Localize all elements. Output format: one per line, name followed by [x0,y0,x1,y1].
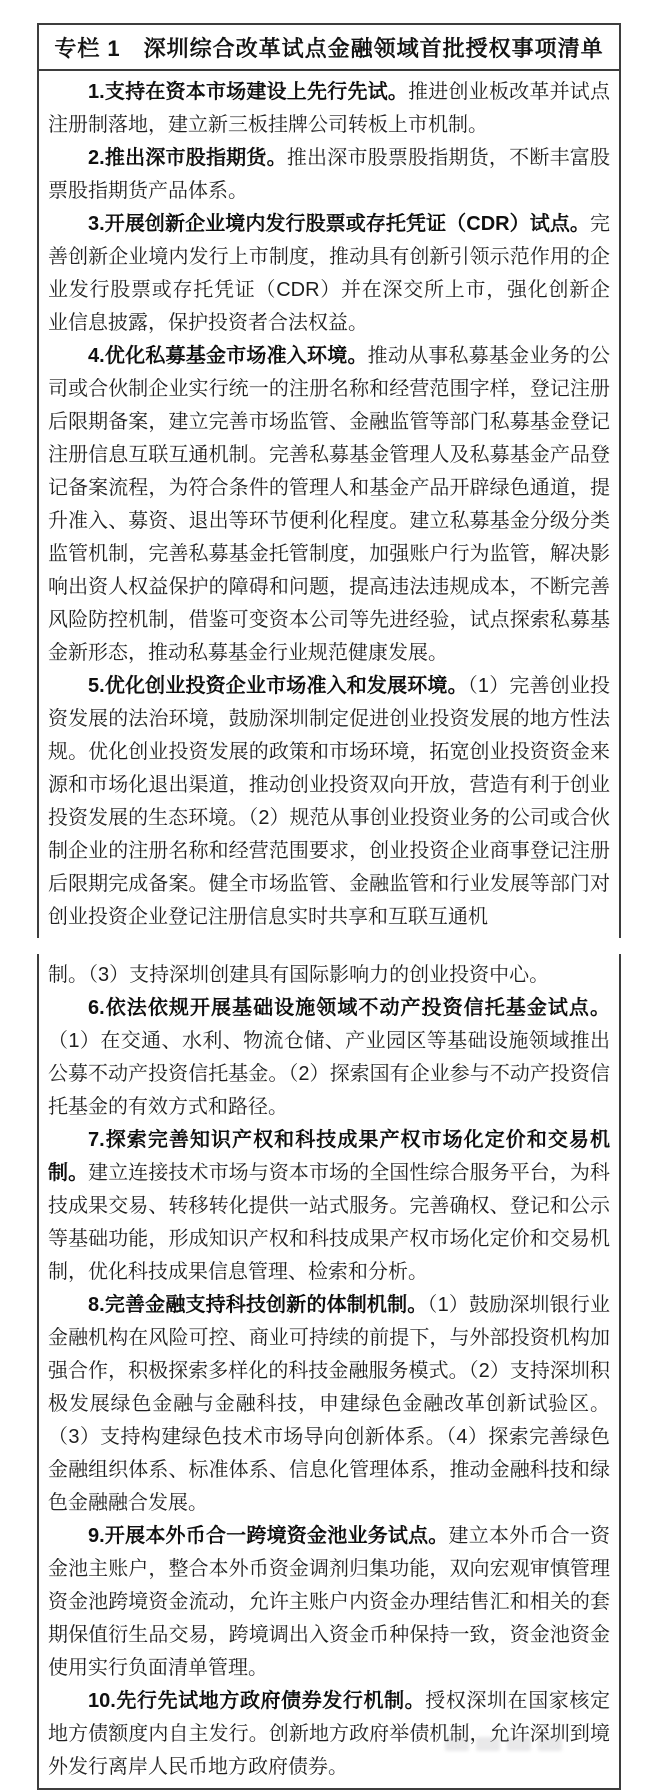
item-8 [48,1289,610,1520]
watermark [445,1733,595,1755]
item-8-lead: 8.完善金融支持科技创新的体制机制。 [88,1294,428,1316]
item-1-lead: 1.支持在资本市场建设上先行先试。 [88,81,409,103]
item-10-body: 授权深圳在国家核定地方债额度内自主发行。创新地方政府举债机制，允许深圳到境外发行离岸人民币地方政府债券。 [48,1690,610,1778]
item-6 [48,992,610,1124]
item-7-lead: 7.探索完善知识产权和科技成果产权市场化定价和交易机制。 [48,1129,610,1184]
item-8-body: （1）鼓励深圳银行业金融机构在风险可控、商业可持续的前提下，与外部投资机构加强合作，积极探索多样化的科技金融服务模式。（2）支持深圳积极发展绿色金融与金融科技，申建绿色金融改革创新试验区。（3）支持构建绿色技术市场导向创新体系。（4）探索完善绿色金融组织体系、标准体系、信息化管理体系，推动金融科技和绿色金融融合发展。 [48,1294,610,1514]
box-content-page1 [39,71,619,938]
page-break-gap [37,938,621,954]
item-6-body: （1）在交通、水利、物流仓储、产业园区等基础设施领域推出公募不动产投资信托基金。（2）探索国有企业参与不动产投资信托基金的有效方式和路径。 [48,1030,610,1118]
item-5-body: （1）完善创业投资发展的法治环境，鼓励深圳制定促进创业投资发展的地方性法规。优化创业投资发展的政策和市场环境，拓宽创业投资资金来源和市场化退出渠道，推动创业投资双向开放，营造有利于创业投资发展的生态环境。（2）规范从事创业投资业务的公司或合伙制企业的注册名称和经营范围要求，创业投资企业商事登记注册后限期完成备案。健全市场监管、金融监管和行业发展等部门对创业投资企业登记注册信息实时共享和互联互通机 [48,675,611,928]
item-7 [48,1124,610,1289]
item-5-lead: 5.优化创业投资企业市场准入和发展环境。 [88,675,468,697]
item-3 [48,208,610,340]
item-1 [48,76,610,142]
item-10-lead: 10.先行先试地方政府债券发行机制。 [88,1690,426,1712]
item-9-body: 建立本外币合一资金池主账户，整合本外币资金调剂归集功能，双向宏观审慎管理资金池跨境资金流动，允许主账户内资金办理结售汇和相关的套期保值衍生品交易，跨境调出入资金币种保持一致，资金池资金使用实行负面清单管理。 [48,1525,611,1679]
item-7-body: 建立连接技术市场与资本市场的全国性综合服务平台，为科技成果交易、转移转化提供一站式服务。完善确权、登记和公示等基础功能，形成知识产权和科技成果产权市场化定价和交易机制，优化科技成果信息管理、检索和分析。 [48,1162,611,1283]
box-title: 专栏 1 深圳综合改革试点金融领域首批授权事项清单 [39,25,619,71]
item-6-lead: 6.依法依规开展基础设施领域不动产投资信托基金试点。 [88,997,610,1019]
item-5-continuation [48,959,610,992]
item-3-lead: 3.开展创新企业境内发行股票或存托凭证（CDR）试点。 [88,213,590,235]
callout-box-page2 [37,954,621,1790]
item-9 [48,1520,610,1685]
item-4-body: 推动从事私募基金业务的公司或合伙制企业实行统一的注册名称和经营范围字样，登记注册后限期备案，建立完善市场监管、金融监管等部门私募基金登记注册信息互联互通机制。完善私募基金管理人及私募基金产品登记备案流程，为符合条件的管理人和基金产品开辟绿色通道，提升准入、募资、退出等环节便利化程度。建立私募基金分级分类监管机制，完善私募基金托管制度，加强账户行为监管，解决影响出资人权益保护的障碍和问题，提高违法违规成本，不断完善风险防控机制，借鉴可变资本公司等先进经验，试点探索私募基金新形态，推动私募基金行业规范健康发展。 [48,345,610,664]
item-5 [48,670,610,934]
item-2-body: 推出深市股票股指期货，不断丰富股票股指期货产品体系。 [48,147,610,202]
callout-box-page1 [37,23,621,938]
box-content-page2 [39,954,619,1788]
item-9-lead: 9.开展本外币合一跨境资金池业务试点。 [88,1525,449,1547]
item-5-continuation-body: 制。（3）支持深圳创建具有国际影响力的创业投资中心。 [48,964,550,986]
item-4-lead: 4.优化私募基金市场准入环境。 [88,345,368,367]
item-1-body: 推进创业板改革并试点注册制落地，建立新三板挂牌公司转板上市机制。 [48,81,611,136]
item-2 [48,142,610,208]
document-page [37,23,621,1790]
item-3-body: 完善创新企业境内发行上市制度，推动具有创新引领示范作用的企业发行股票或存托凭证（CDR）并在深交所上市，强化创新企业信息披露，保护投资者合法权益。 [48,213,610,334]
item-2-lead: 2.推出深市股指期货。 [88,147,287,169]
item-4 [48,340,610,670]
